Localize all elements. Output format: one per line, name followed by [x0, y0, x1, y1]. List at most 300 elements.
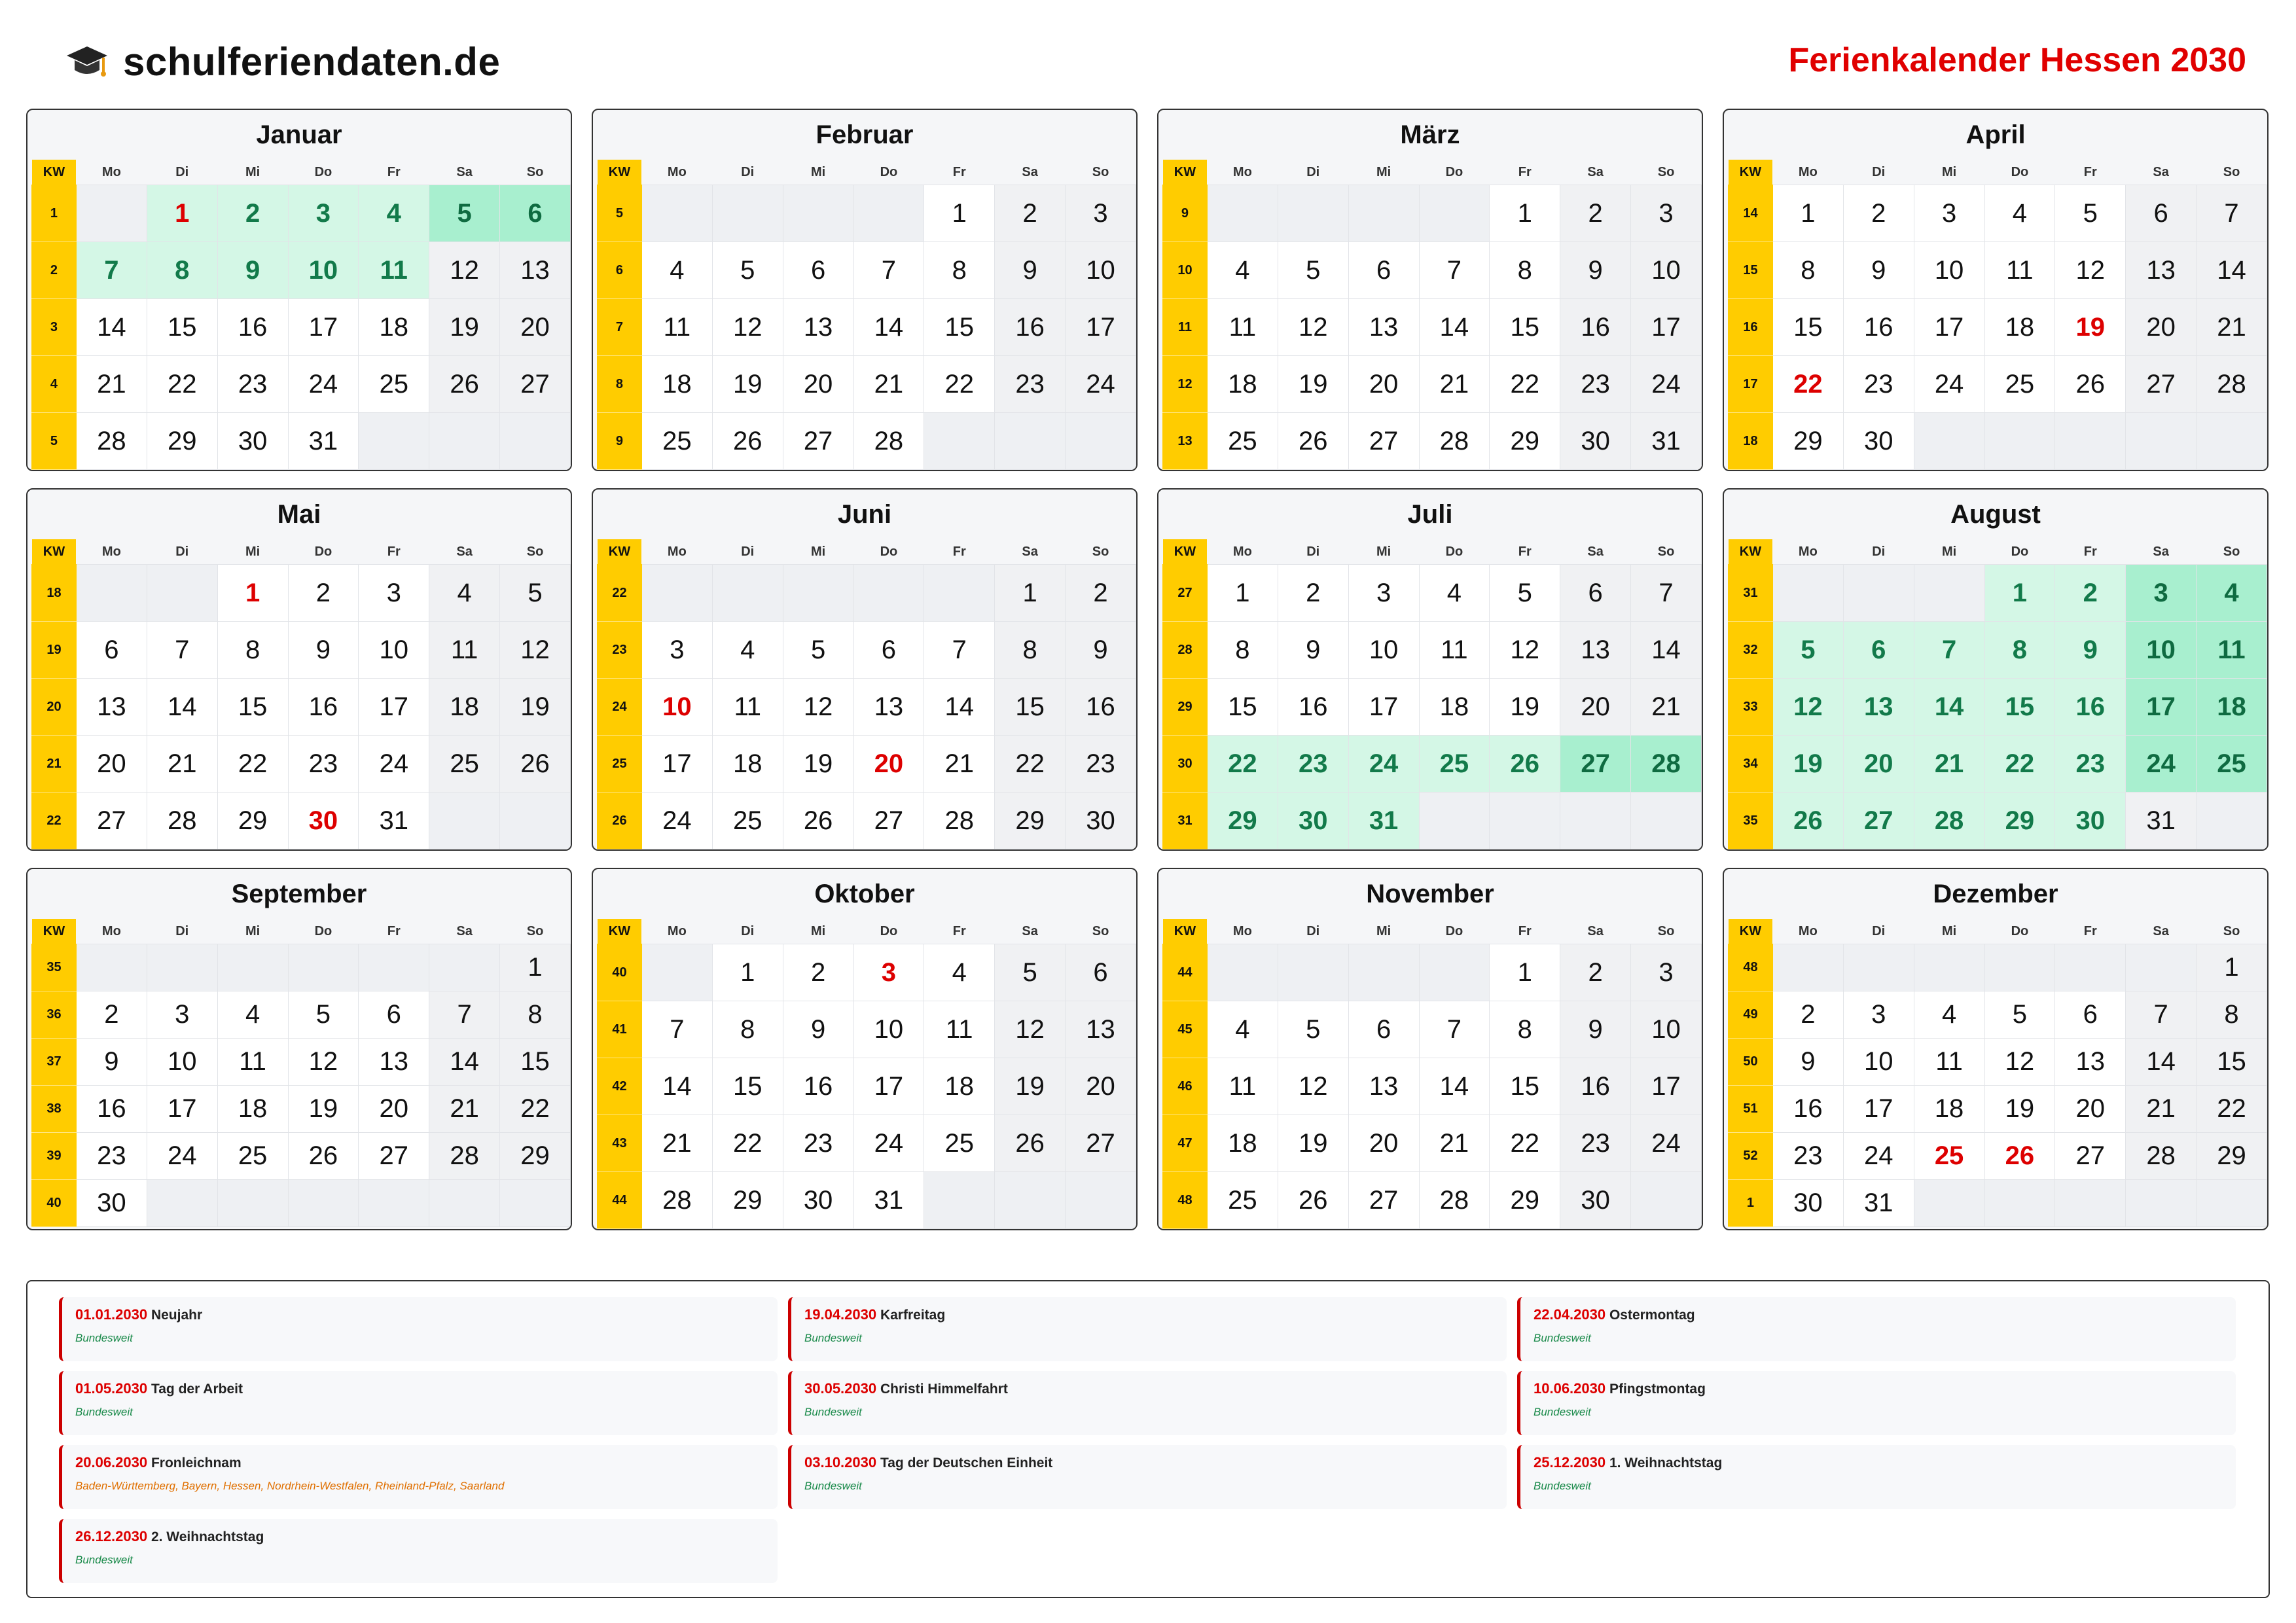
day-cell: 25 [359, 356, 429, 413]
day-cell: 18 [1207, 356, 1278, 413]
week-row [1163, 1058, 1702, 1115]
day-cell: 1 [500, 944, 571, 991]
day-cell: 27 [853, 793, 924, 849]
empty-cell [1914, 565, 1984, 622]
day-cell: 12 [995, 1001, 1066, 1058]
day-cell: 14 [2126, 1039, 2197, 1086]
empty-cell [2197, 413, 2267, 470]
day-cell: 1 [2197, 944, 2267, 991]
week-number: 14 [1729, 185, 1773, 242]
day-cell: 17 [147, 1086, 217, 1133]
week-row [598, 793, 1136, 849]
day-cell: 29 [500, 1133, 571, 1180]
day-cell: 3 [2126, 565, 2197, 622]
day-cell: 14 [1631, 622, 1702, 679]
day-cell: 4 [1914, 991, 1984, 1039]
day-cell: 2 [217, 185, 288, 242]
week-row [32, 944, 571, 991]
weekday-header: Sa [429, 919, 500, 944]
day-cell: 13 [2126, 242, 2197, 299]
week-number: 28 [1163, 622, 1208, 679]
day-cell: 5 [500, 565, 571, 622]
empty-cell [2126, 1180, 2197, 1227]
graduation-cap-icon [65, 43, 109, 82]
day-cell: 31 [288, 413, 359, 470]
week-row [32, 1039, 571, 1086]
weekday-header: Sa [995, 160, 1066, 185]
week-number: 29 [1163, 679, 1208, 736]
day-cell: 9 [995, 242, 1066, 299]
day-cell: 18 [1984, 299, 2055, 356]
weekday-header: Di [712, 160, 783, 185]
day-cell: 30 [1772, 1180, 1843, 1227]
day-cell: 12 [1490, 622, 1560, 679]
day-cell: 19 [783, 736, 853, 793]
day-cell: 12 [288, 1039, 359, 1086]
day-cell: 8 [1490, 1001, 1560, 1058]
week-number: 47 [1163, 1115, 1208, 1172]
day-cell: 28 [641, 1172, 712, 1229]
legend-holiday-name: Pfingstmontag [1609, 1382, 1706, 1397]
empty-cell [924, 413, 995, 470]
empty-cell [500, 413, 571, 470]
day-cell: 21 [1419, 1115, 1490, 1172]
day-cell: 25 [429, 736, 500, 793]
weekday-header: Do [1419, 539, 1490, 565]
weekday-header: Do [1419, 919, 1490, 944]
empty-cell [995, 413, 1066, 470]
day-cell: 11 [1419, 622, 1490, 679]
day-cell: 1 [217, 565, 288, 622]
day-cell: 15 [217, 679, 288, 736]
weekday-header: Mo [76, 539, 147, 565]
day-cell: 27 [1843, 793, 1914, 849]
week-row [598, 679, 1136, 736]
month-title: Oktober [814, 880, 915, 908]
day-cell: 21 [76, 356, 147, 413]
day-cell: 19 [995, 1058, 1066, 1115]
day-cell: 1 [924, 185, 995, 242]
day-cell: 22 [924, 356, 995, 413]
day-cell: 15 [924, 299, 995, 356]
kw-header: KW [1163, 160, 1208, 185]
empty-cell [1066, 413, 1136, 470]
day-cell: 17 [853, 1058, 924, 1115]
day-cell: 4 [712, 622, 783, 679]
day-cell: 26 [500, 736, 571, 793]
legend-date: 22.04.2030 [1534, 1306, 1606, 1323]
day-cell: 13 [500, 242, 571, 299]
empty-cell [1419, 944, 1490, 1001]
day-cell: 24 [641, 793, 712, 849]
empty-cell [1490, 793, 1560, 849]
day-cell: 5 [2055, 185, 2126, 242]
weekday-header: Di [147, 160, 217, 185]
week-row [1729, 185, 2267, 242]
day-cell: 11 [429, 622, 500, 679]
day-cell: 13 [1066, 1001, 1136, 1058]
day-cell: 22 [1207, 736, 1278, 793]
weekday-header: Sa [995, 919, 1066, 944]
day-cell: 10 [288, 242, 359, 299]
day-cell: 12 [500, 622, 571, 679]
day-cell: 3 [853, 944, 924, 1001]
day-cell: 3 [1631, 944, 1702, 1001]
week-number: 5 [598, 185, 642, 242]
month-august [1723, 488, 2269, 851]
day-cell: 14 [641, 1058, 712, 1115]
day-cell: 6 [853, 622, 924, 679]
weekday-header: Mo [641, 919, 712, 944]
day-cell: 19 [712, 356, 783, 413]
day-cell: 16 [76, 1086, 147, 1133]
weekday-header: Mi [1348, 919, 1419, 944]
day-cell: 30 [288, 793, 359, 849]
weekday-header: Fr [359, 160, 429, 185]
legend-title [804, 1454, 1507, 1471]
month-table [1162, 539, 1702, 849]
week-number: 16 [1729, 299, 1773, 356]
empty-cell [1066, 1172, 1136, 1229]
day-cell: 25 [641, 413, 712, 470]
day-cell: 21 [2126, 1086, 2197, 1133]
day-cell: 29 [1207, 793, 1278, 849]
day-cell: 30 [217, 413, 288, 470]
day-cell: 28 [924, 793, 995, 849]
weekday-header: Mi [1914, 539, 1984, 565]
weekday-header: So [1066, 919, 1136, 944]
day-cell: 7 [429, 991, 500, 1039]
day-cell: 5 [783, 622, 853, 679]
day-cell: 16 [1560, 299, 1631, 356]
day-cell: 15 [995, 679, 1066, 736]
empty-cell [1772, 565, 1843, 622]
day-cell: 5 [429, 185, 500, 242]
day-cell: 4 [359, 185, 429, 242]
week-number: 12 [1163, 356, 1208, 413]
month-februar [592, 109, 1138, 471]
day-cell: 18 [1419, 679, 1490, 736]
day-cell: 20 [1348, 356, 1419, 413]
day-cell: 27 [359, 1133, 429, 1180]
legend-region: Bundesweit [75, 1332, 133, 1344]
day-cell: 21 [1419, 356, 1490, 413]
day-cell: 15 [1984, 679, 2055, 736]
day-cell: 26 [1984, 1133, 2055, 1180]
day-cell: 29 [1772, 413, 1843, 470]
day-cell: 4 [1207, 1001, 1278, 1058]
week-number: 45 [1163, 1001, 1208, 1058]
day-cell: 30 [1278, 793, 1348, 849]
legend-date: 20.06.2030 [75, 1454, 148, 1471]
week-number: 20 [32, 679, 77, 736]
week-number: 1 [32, 185, 77, 242]
day-cell: 24 [288, 356, 359, 413]
day-cell: 22 [500, 1086, 571, 1133]
week-row [598, 1058, 1136, 1115]
day-cell: 5 [1490, 565, 1560, 622]
day-cell: 18 [217, 1086, 288, 1133]
day-cell: 28 [2197, 356, 2267, 413]
day-cell: 9 [783, 1001, 853, 1058]
week-number: 44 [598, 1172, 642, 1229]
day-cell: 17 [1631, 299, 1702, 356]
empty-cell [429, 413, 500, 470]
legend-region: Bundesweit [804, 1406, 862, 1418]
day-cell: 24 [1348, 736, 1419, 793]
day-cell: 3 [1914, 185, 1984, 242]
day-cell: 27 [2126, 356, 2197, 413]
day-cell: 11 [2197, 622, 2267, 679]
day-cell: 31 [359, 793, 429, 849]
week-row [598, 356, 1136, 413]
day-cell: 12 [1278, 299, 1348, 356]
legend-date: 01.01.2030 [75, 1306, 148, 1323]
day-cell: 31 [1348, 793, 1419, 849]
day-cell: 20 [1843, 736, 1914, 793]
legend-date: 19.04.2030 [804, 1306, 877, 1323]
day-cell: 21 [429, 1086, 500, 1133]
day-cell: 16 [1066, 679, 1136, 736]
week-number: 37 [32, 1039, 77, 1086]
day-cell: 9 [2055, 622, 2126, 679]
day-cell: 16 [1560, 1058, 1631, 1115]
empty-cell [2197, 1180, 2267, 1227]
empty-cell [2126, 944, 2197, 991]
day-cell: 5 [288, 991, 359, 1039]
weekday-header: Fr [2055, 539, 2126, 565]
legend-item [788, 1371, 1507, 1435]
day-cell: 27 [500, 356, 571, 413]
day-cell: 9 [1772, 1039, 1843, 1086]
weekday-header: Sa [1560, 539, 1631, 565]
week-number: 39 [32, 1133, 77, 1180]
day-cell: 28 [853, 413, 924, 470]
empty-cell [641, 944, 712, 1001]
kw-header: KW [32, 919, 77, 944]
week-row [1163, 565, 1702, 622]
day-cell: 8 [500, 991, 571, 1039]
empty-cell [853, 185, 924, 242]
empty-cell [1419, 793, 1490, 849]
day-cell: 16 [995, 299, 1066, 356]
day-cell: 5 [1278, 1001, 1348, 1058]
day-cell: 11 [641, 299, 712, 356]
week-row [1163, 1172, 1702, 1229]
month-title: Dezember [1933, 880, 2058, 908]
day-cell: 8 [1772, 242, 1843, 299]
legend-item [59, 1445, 778, 1509]
week-row [598, 413, 1136, 470]
week-number: 33 [1729, 679, 1773, 736]
month-april [1723, 109, 2269, 471]
week-number: 2 [32, 242, 77, 299]
kw-header: KW [598, 160, 642, 185]
week-number: 25 [598, 736, 642, 793]
day-cell: 6 [1348, 1001, 1419, 1058]
week-row [1729, 413, 2267, 470]
weekday-header: So [2197, 919, 2267, 944]
weekday-header: Mi [783, 919, 853, 944]
month-title: Februar [816, 120, 914, 149]
empty-cell [76, 185, 147, 242]
day-cell: 1 [995, 565, 1066, 622]
day-cell: 9 [1066, 622, 1136, 679]
day-cell: 25 [1419, 736, 1490, 793]
weekday-header: So [500, 919, 571, 944]
day-cell: 31 [1631, 413, 1702, 470]
day-cell: 25 [1207, 1172, 1278, 1229]
weekday-header: Mo [1772, 919, 1843, 944]
empty-cell [712, 565, 783, 622]
legend-title [1534, 1454, 2236, 1471]
empty-cell [288, 944, 359, 991]
legend-date: 26.12.2030 [75, 1528, 148, 1544]
day-cell: 25 [2197, 736, 2267, 793]
empty-cell [1914, 413, 1984, 470]
site-logo[interactable] [65, 39, 500, 84]
day-cell: 27 [1348, 413, 1419, 470]
empty-cell [1419, 185, 1490, 242]
week-row [32, 413, 571, 470]
day-cell: 20 [1348, 1115, 1419, 1172]
day-cell: 20 [853, 736, 924, 793]
month-table [597, 539, 1136, 849]
week-row [32, 185, 571, 242]
day-cell: 24 [1843, 1133, 1914, 1180]
day-cell: 7 [1419, 1001, 1490, 1058]
empty-cell [76, 565, 147, 622]
legend-holiday-name: Neujahr [151, 1308, 203, 1323]
week-row [1729, 944, 2267, 991]
weekday-header: Fr [359, 539, 429, 565]
day-cell: 9 [1278, 622, 1348, 679]
day-cell: 22 [217, 736, 288, 793]
site-name: schulferiendaten.de [123, 40, 501, 84]
legend-region: Bundesweit [75, 1554, 133, 1566]
weekday-header: Do [853, 919, 924, 944]
day-cell: 8 [1490, 242, 1560, 299]
week-number: 24 [598, 679, 642, 736]
day-cell: 8 [712, 1001, 783, 1058]
day-cell: 18 [2197, 679, 2267, 736]
day-cell: 17 [1914, 299, 1984, 356]
day-cell: 20 [500, 299, 571, 356]
weekday-header: Di [1843, 539, 1914, 565]
day-cell: 30 [1843, 413, 1914, 470]
day-cell: 12 [783, 679, 853, 736]
empty-cell [853, 565, 924, 622]
empty-cell [1207, 944, 1278, 1001]
day-cell: 23 [995, 356, 1066, 413]
month-title: August [1950, 500, 2041, 529]
day-cell: 15 [1207, 679, 1278, 736]
day-cell: 20 [76, 736, 147, 793]
day-cell: 28 [1419, 1172, 1490, 1229]
weekday-header: Mi [1348, 160, 1419, 185]
day-cell: 21 [924, 736, 995, 793]
weekday-header: Di [147, 539, 217, 565]
day-cell: 29 [2197, 1133, 2267, 1180]
day-cell: 26 [429, 356, 500, 413]
week-row [32, 565, 571, 622]
week-number: 22 [598, 565, 642, 622]
day-cell: 5 [995, 944, 1066, 1001]
day-cell: 18 [359, 299, 429, 356]
month-dezember [1723, 868, 2269, 1230]
day-cell: 7 [2197, 185, 2267, 242]
day-cell: 4 [1984, 185, 2055, 242]
day-cell: 24 [2126, 736, 2197, 793]
day-cell: 11 [712, 679, 783, 736]
week-row [598, 736, 1136, 793]
day-cell: 10 [1066, 242, 1136, 299]
day-cell: 18 [429, 679, 500, 736]
day-cell: 22 [1490, 356, 1560, 413]
weekday-header: Di [1278, 919, 1348, 944]
day-cell: 14 [1419, 299, 1490, 356]
day-cell: 1 [1984, 565, 2055, 622]
empty-cell [359, 413, 429, 470]
week-number: 49 [1729, 991, 1773, 1039]
weekday-header: Fr [924, 919, 995, 944]
day-cell: 2 [783, 944, 853, 1001]
day-cell: 9 [76, 1039, 147, 1086]
day-cell: 16 [1772, 1086, 1843, 1133]
day-cell: 6 [1560, 565, 1631, 622]
week-row [1163, 679, 1702, 736]
legend-region: Bundesweit [1534, 1480, 1591, 1492]
day-cell: 27 [1348, 1172, 1419, 1229]
empty-cell [429, 1180, 500, 1227]
day-cell: 17 [641, 736, 712, 793]
day-cell: 3 [1631, 185, 1702, 242]
day-cell: 23 [1560, 356, 1631, 413]
day-cell: 22 [995, 736, 1066, 793]
day-cell: 7 [1419, 242, 1490, 299]
weekday-header: Sa [1560, 919, 1631, 944]
empty-cell [1348, 185, 1419, 242]
day-cell: 7 [1631, 565, 1702, 622]
day-cell: 20 [783, 356, 853, 413]
legend-item [788, 1445, 1507, 1509]
month-title: Januar [256, 120, 342, 149]
day-cell: 6 [2126, 185, 2197, 242]
day-cell: 5 [712, 242, 783, 299]
kw-header: KW [1729, 160, 1773, 185]
day-cell: 1 [147, 185, 217, 242]
day-cell: 29 [1984, 793, 2055, 849]
day-cell: 6 [1066, 944, 1136, 1001]
empty-cell [429, 793, 500, 849]
day-cell: 13 [2055, 1039, 2126, 1086]
legend-holiday-name: Karfreitag [880, 1308, 946, 1323]
weekday-header: So [1631, 539, 1702, 565]
day-cell: 21 [853, 356, 924, 413]
weekday-header: So [1631, 160, 1702, 185]
day-cell: 15 [2197, 1039, 2267, 1086]
weekday-header: Di [1843, 919, 1914, 944]
week-number: 43 [598, 1115, 642, 1172]
day-cell: 24 [1631, 356, 1702, 413]
day-cell: 17 [359, 679, 429, 736]
day-cell: 17 [1631, 1058, 1702, 1115]
empty-cell [2197, 793, 2267, 849]
week-row [1163, 413, 1702, 470]
legend-item [59, 1297, 778, 1361]
month-title: März [1400, 120, 1460, 149]
weekday-header: Mo [1207, 919, 1278, 944]
